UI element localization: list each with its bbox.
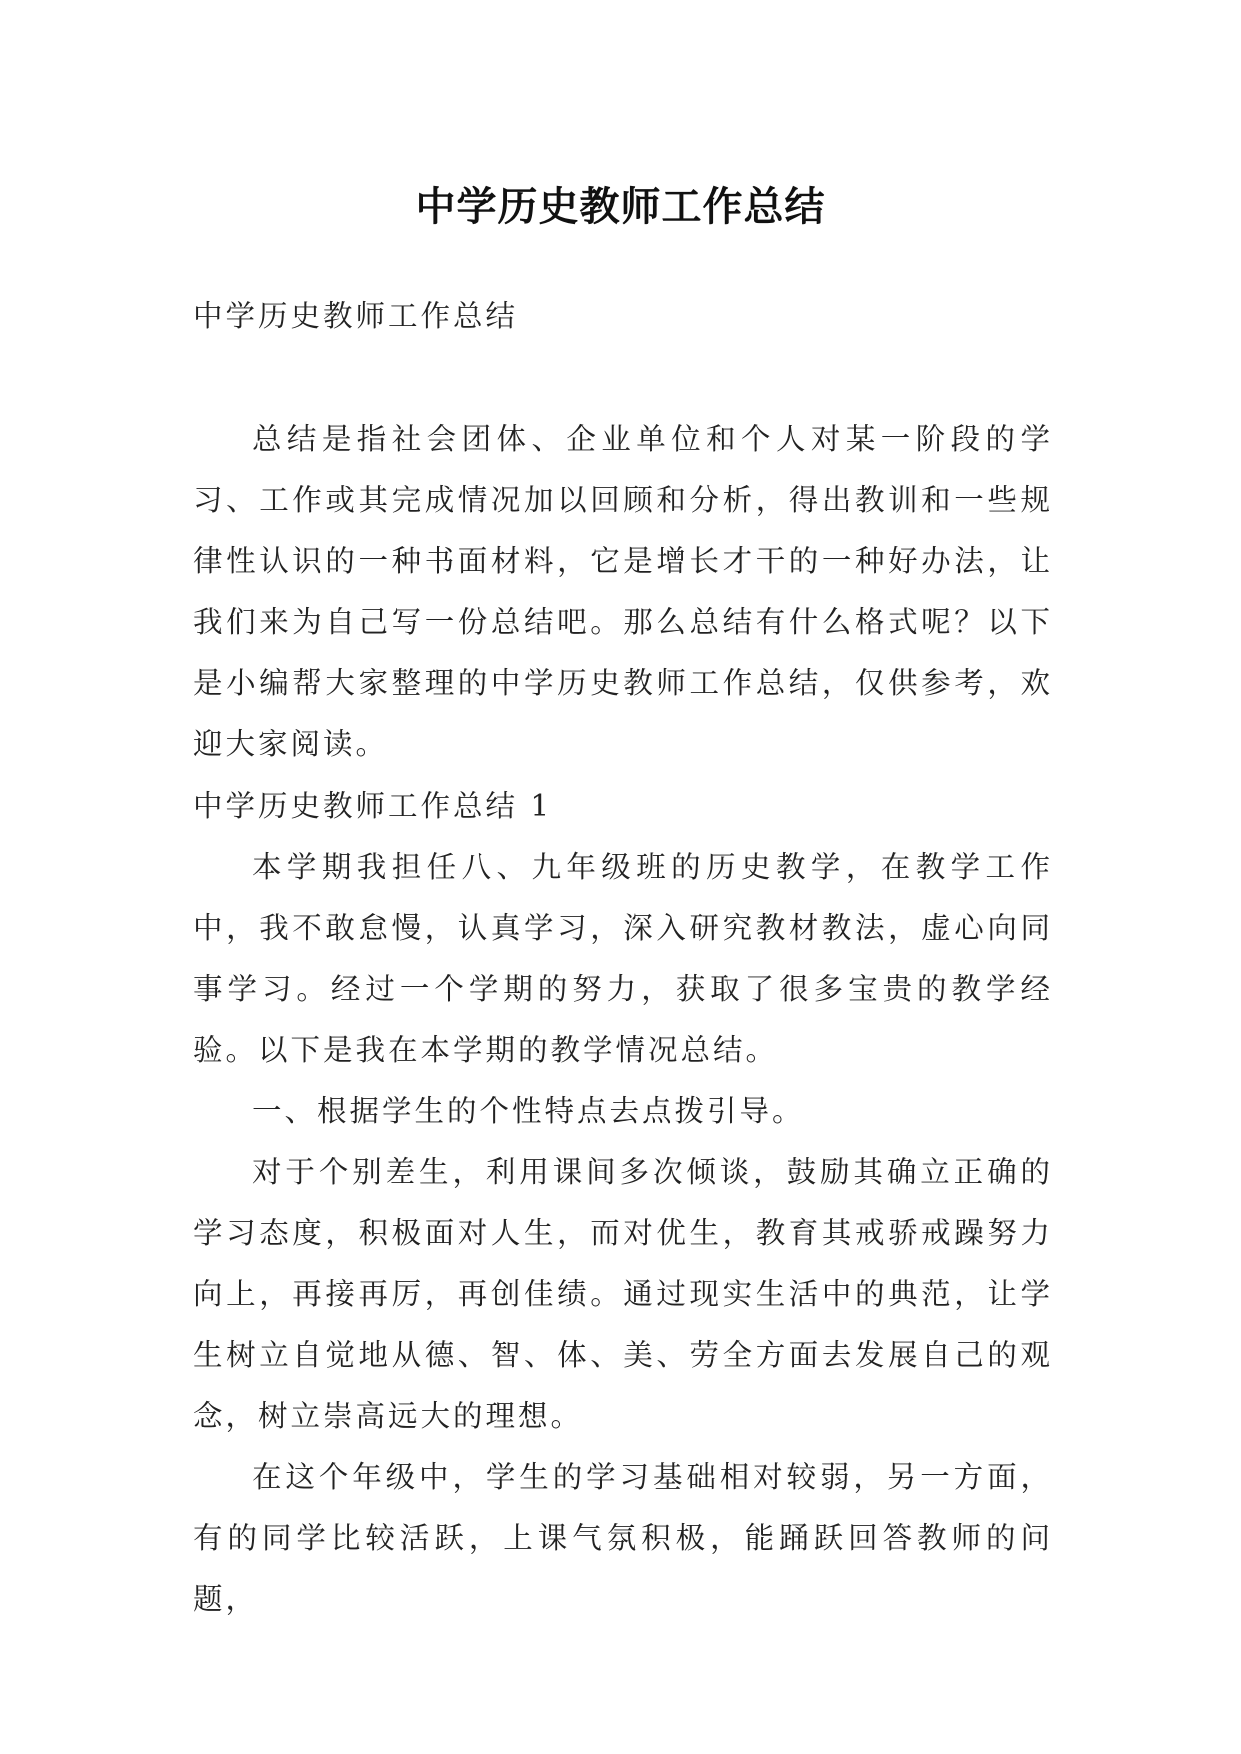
section-subheading: 一、根据学生的个性特点去点拨引导。 xyxy=(252,1094,805,1128)
section-heading: 中学历史教师工作总结 1 xyxy=(193,789,553,823)
section-paragraph: 对于个别差生，利用课间多次倾谈，鼓励其确立正确的学习态度，积极面对人生，而对优生，教育其戒骄戒躁努力向上，再接再厉，再创佳绩。通过现实生活中的典范，让学生树立自觉地从德、智、体、美、劳全方面去发展自己的观念，树立崇高远大的理想。 xyxy=(193,1155,1053,1433)
section-paragraph: 在这个年级中，学生的学习基础相对较弱，另一方面，有的同学比较活跃，上课气氛积极，能踊跃回答教师的问题， xyxy=(193,1460,1053,1616)
intro-paragraph: 总结是指社会团体、企业单位和个人对某一阶段的学习、工作或其完成情况加以回顾和分析，得出教训和一些规律性认识的一种书面材料，它是增长才干的一种好办法，让我们来为自己写一份总结吧。那么总结有什么格式呢？以下是小编帮大家整理的中学历史教师工作总结，仅供参考，欢迎大家阅读。 xyxy=(193,422,1053,761)
section-paragraph: 本学期我担任八、九年级班的历史教学，在教学工作中，我不敢怠慢，认真学习，深入研究教材教法，虚心向同事学习。经过一个学期的努力，获取了很多宝贵的教学经验。以下是我在本学期的教学情况总结。 xyxy=(193,850,1053,1067)
document-subtitle: 中学历史教师工作总结 xyxy=(193,299,519,333)
document-title: 中学历史教师工作总结 xyxy=(415,183,826,230)
